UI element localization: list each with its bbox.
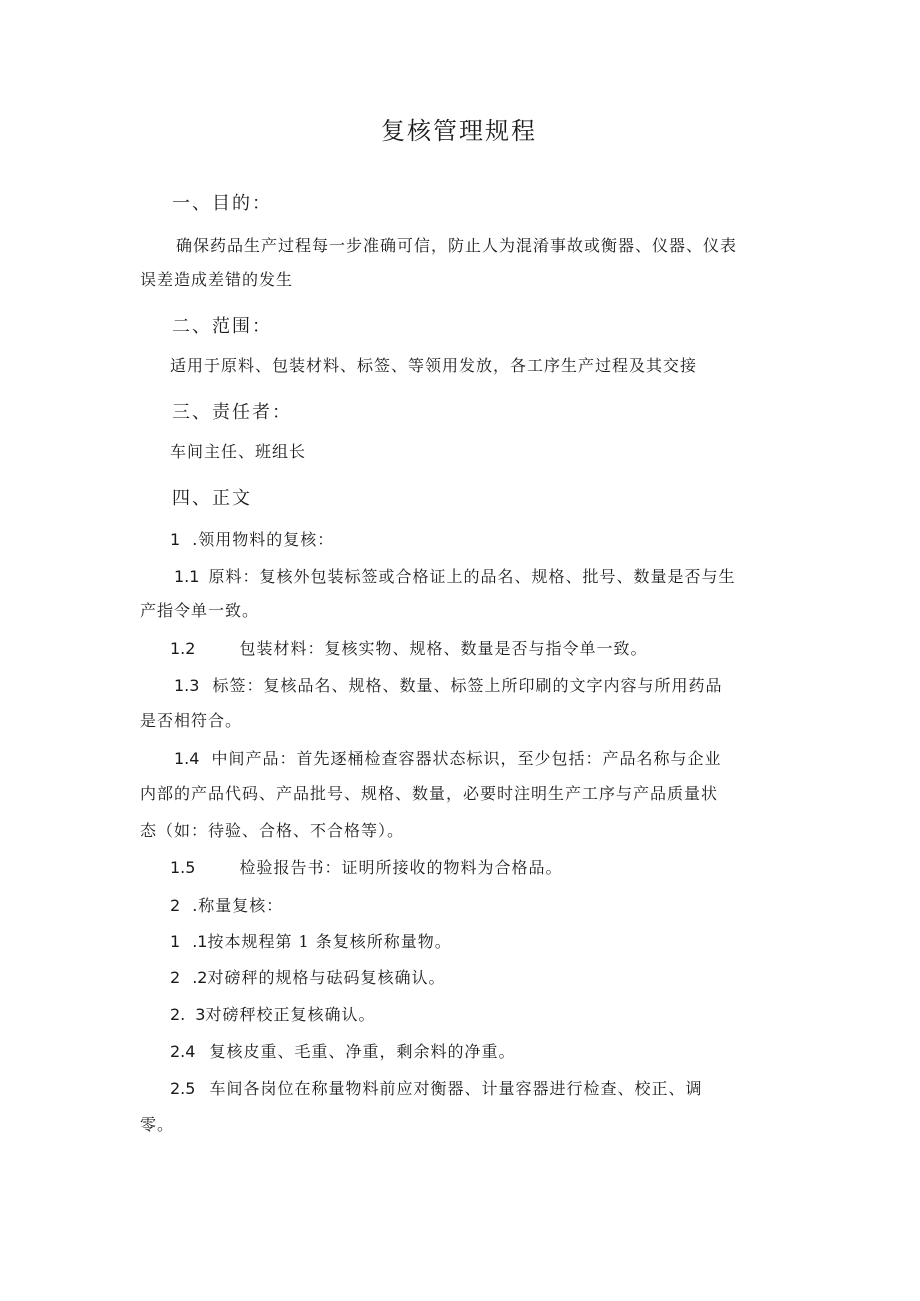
item-number: 2 [170, 896, 181, 915]
item-text: 检验报告书：证明所接收的物料为合格品。 [239, 858, 563, 877]
section-3-heading: 三、责任者： [172, 402, 292, 423]
item-text: 标签：复核品名、规格、数量、标签上所印刷的文字内容与所用药品 [212, 676, 723, 695]
item-1-4-line-1 [174, 748, 721, 770]
item-text: 复核皮重、毛重、净重，剩余料的净重。 [209, 1042, 516, 1061]
item-number: 1 [170, 932, 181, 951]
item-text: 按本规程第 1 条复核所称量物。 [207, 932, 452, 951]
item-number: 1 [170, 530, 181, 549]
item-number: 2 [170, 968, 181, 987]
item-number: 1.1 [174, 567, 200, 586]
page-title: 复核管理规程 [381, 117, 537, 145]
item-number: 1.3 [174, 676, 200, 695]
item-2-2 [170, 967, 445, 989]
item-number: 1.4 [174, 749, 200, 768]
item-number: 2.4 [170, 1042, 196, 1061]
item-2-4 [170, 1041, 515, 1063]
item-text: .领用物料的复核： [192, 530, 335, 549]
section-4-heading: 四、正文 [172, 488, 252, 509]
item-text: .称量复核： [192, 896, 284, 915]
item-number: 2.5 [170, 1079, 196, 1098]
section-2-heading: 二、范围： [172, 316, 272, 337]
item-1-1-line-2: 产指令单一致。 [140, 601, 260, 620]
section-2-body: 适用于原料、包装材料、标签、等领用发放，各工序生产过程及其交接 [170, 356, 698, 375]
item-1-2 [170, 638, 647, 660]
item-2-5-line-2: 零。 [140, 1115, 175, 1134]
item-1-3-line-1 [174, 675, 722, 697]
item-1-4-line-3: 态（如：待验、合格、不合格等）。 [140, 821, 405, 840]
item-text: 中间产品：首先逐桶检查容器状态标识，至少包括：产品名称与企业 [211, 749, 722, 768]
item-text: 包装材料：复核实物、规格、数量是否与指令单一致。 [239, 639, 648, 658]
item-2-3 [170, 1004, 375, 1026]
section-1-heading: 一、目的： [172, 193, 272, 214]
item-number-suffix: .1 [192, 932, 208, 951]
item-1-5 [170, 857, 562, 879]
item-number-suffix: 3 [195, 1005, 206, 1024]
item-2 [170, 895, 283, 917]
item-1 [170, 529, 334, 551]
item-text: 原料：复核外包装标签或合格证上的品名、规格、批号、数量是否与生 [208, 567, 736, 586]
section-1-body-line-1: 确保药品生产过程每一步准确可信，防止人为混淆事故或衡器、仪器、仪表 [176, 236, 738, 255]
item-number: 1.2 [170, 639, 196, 658]
item-text: 车间各岗位在称量物料前应对衡器、计量容器进行检查、校正、调 [209, 1079, 703, 1098]
item-number: 1.5 [170, 858, 196, 877]
item-2-1 [170, 931, 452, 953]
item-1-1-line-1 [174, 566, 735, 588]
item-2-5-line-1 [170, 1078, 702, 1100]
item-text: 对磅秤的规格与砝码复核确认。 [207, 968, 446, 987]
section-3-body: 车间主任、班组长 [170, 442, 307, 461]
item-1-3-line-2: 是否相符合。 [140, 711, 243, 730]
section-1-body-line-2: 误差造成差错的发生 [140, 270, 294, 289]
item-1-4-line-2: 内部的产品代码、产品批号、规格、数量，必要时注明生产工序与产品质量状 [140, 784, 719, 803]
item-text: 对磅秤校正复核确认。 [205, 1005, 376, 1024]
item-number: 2. [170, 1005, 186, 1024]
item-number-suffix: .2 [192, 968, 208, 987]
